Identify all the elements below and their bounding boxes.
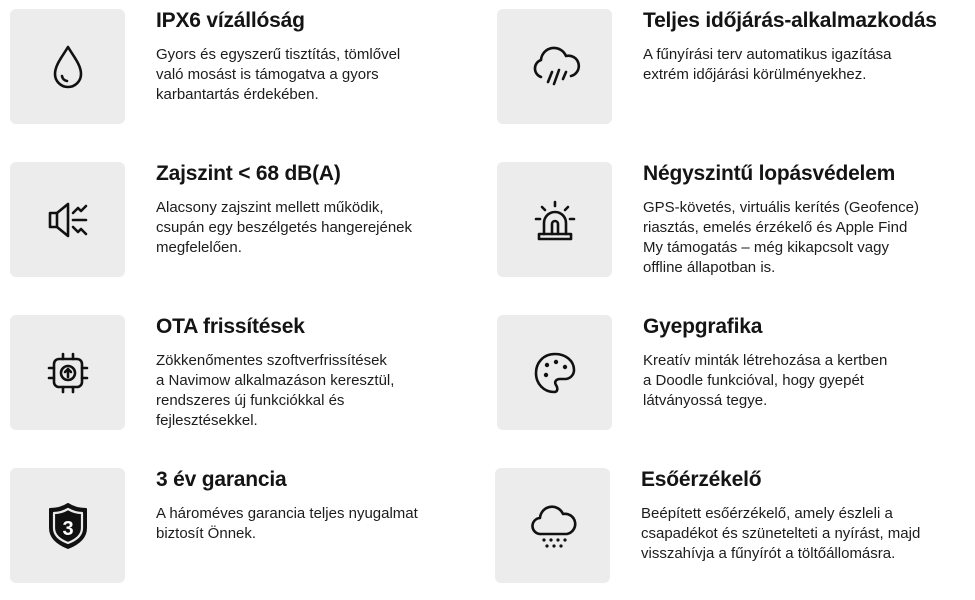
water-drop-icon — [42, 41, 94, 93]
feature-icon-tile — [497, 162, 612, 277]
speaker-sound-icon — [42, 194, 94, 246]
feature-ota-updates — [10, 315, 480, 433]
alarm-beacon-icon — [529, 194, 581, 246]
feature-description: A fűnyírási terv automatikus igazítása extrém időjárási körülményekhez. — [643, 46, 892, 83]
feature-noise-level — [10, 162, 480, 280]
feature-text — [643, 9, 963, 85]
feature-waterproof — [10, 9, 480, 127]
feature-title: 3 év garancia — [156, 468, 287, 491]
shield-three-icon — [42, 500, 94, 552]
chip-upgrade-icon — [42, 347, 94, 399]
feature-text — [641, 468, 961, 564]
feature-icon-tile — [495, 468, 610, 583]
feature-title: IPX6 vízállóság — [156, 9, 305, 32]
feature-warranty — [10, 468, 480, 586]
storm-cloud-icon — [529, 41, 581, 93]
feature-title: Négyszintű lopásvédelem — [643, 162, 896, 185]
feature-anti-theft — [497, 162, 967, 280]
feature-icon-tile — [10, 9, 125, 124]
feature-description: GPS-követés, virtuális kerítés (Geofence) riasztás, emelés érzékelő és Apple Find My támogatás – még kikapcsolt vagy offline állapotban is. — [643, 199, 919, 276]
feature-description: Alacsony zajszint mellett működik, csupán egy beszélgetés hangerejének megfelelően. — [156, 199, 413, 256]
rain-cloud-icon — [527, 500, 579, 552]
palette-icon — [529, 347, 581, 399]
feature-text — [156, 315, 476, 431]
feature-icon-tile — [10, 315, 125, 430]
feature-icon-tile — [497, 315, 612, 430]
feature-title: OTA frissítések — [156, 315, 305, 338]
feature-text — [156, 468, 476, 544]
feature-title: Esőérzékelő — [641, 468, 762, 491]
feature-text — [156, 9, 476, 105]
feature-rain-sensor — [495, 468, 965, 586]
shield-number: 3 — [61, 517, 74, 540]
feature-weather-adaptation — [497, 9, 967, 127]
feature-title: Zajszint < 68 dB(A) — [156, 162, 341, 185]
feature-description: Beépített esőérzékelő, amely észleli a csapadékot és szünetelteti a nyírást, majd visszahívja a fűnyírót a töltőállomásra. — [641, 505, 921, 562]
feature-description: A hároméves garancia teljes nyugalmat biztosít Önnek. — [156, 505, 418, 542]
feature-icon-tile — [497, 9, 612, 124]
feature-description: Gyors és egyszerű tisztítás, tömlővel való mosást is támogatva a gyors karbantartás érdekében. — [156, 46, 401, 103]
feature-text — [643, 315, 963, 411]
feature-icon-tile — [10, 468, 125, 583]
feature-title: Teljes időjárás-alkalmazkodás — [643, 9, 937, 32]
feature-lawn-graphics — [497, 315, 967, 433]
feature-title: Gyepgrafika — [643, 315, 763, 338]
feature-description: Kreatív minták létrehozása a kertben a Doodle funkcióval, hogy gyepét látványossá tegye. — [643, 352, 888, 409]
feature-icon-tile — [10, 162, 125, 277]
feature-text — [643, 162, 963, 278]
feature-text — [156, 162, 476, 258]
feature-description: Zökkenőmentes szoftverfrissítések a Navimow alkalmazáson keresztül, rendszeres új funkciókkal és fejlesztésekkel. — [156, 352, 395, 429]
